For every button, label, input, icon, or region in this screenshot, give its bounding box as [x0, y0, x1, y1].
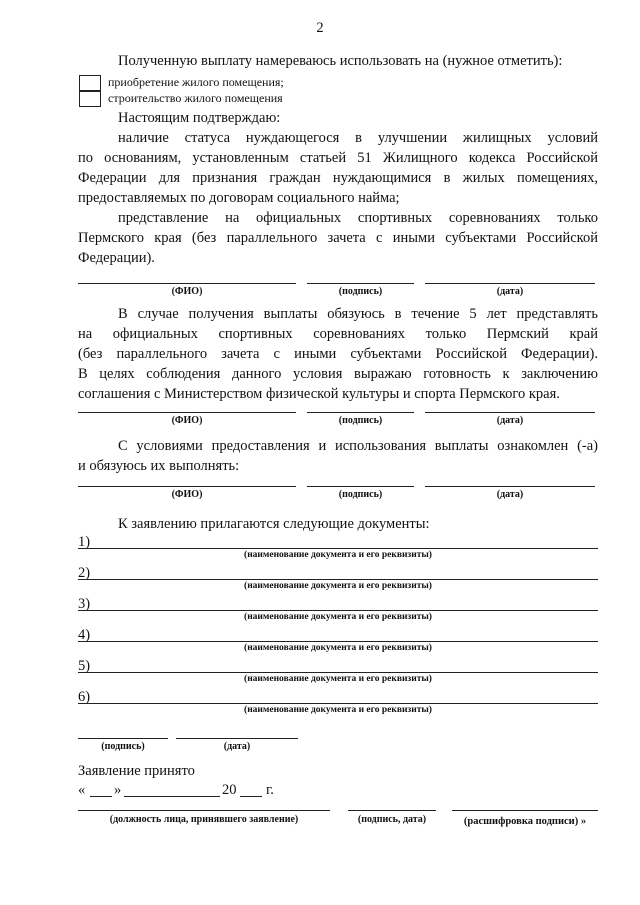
applicant-signature-caption: (подпись)	[101, 741, 145, 752]
date-line[interactable]	[425, 283, 595, 284]
document-line[interactable]	[78, 579, 598, 580]
signature-line[interactable]	[307, 283, 414, 284]
signature-caption: (подпись)	[338, 489, 383, 500]
year-prefix: 20	[222, 782, 237, 798]
text-line: на официальных спортивных соревнованиях только Пермский край	[78, 326, 598, 342]
documents-heading: К заявлению прилагаются следующие документы:	[118, 516, 430, 532]
document-item-number: 6)	[78, 689, 91, 705]
date-close-quote: »	[114, 782, 122, 798]
date-caption: (дата)	[496, 489, 524, 500]
text-line: Федерации).	[78, 250, 155, 266]
fio-line[interactable]	[78, 283, 296, 284]
text-line: (без параллельного зачета с иными субъектами Российской Федерации).	[78, 346, 598, 362]
date-line[interactable]	[425, 486, 595, 487]
confirm-paragraph-2	[78, 208, 598, 268]
document-item-number: 4)	[78, 627, 91, 643]
document-line[interactable]	[78, 703, 598, 704]
option-purchase-label: приобретение жилого помещения;	[108, 75, 284, 89]
option-construction-label: строительство жилого помещения	[108, 91, 283, 105]
document-line[interactable]	[78, 610, 598, 611]
applicant-signature-line[interactable]	[78, 738, 168, 739]
document-caption: (наименование документа и его реквизиты)	[244, 612, 432, 622]
intent-heading: Полученную выплату намереваюсь использовать на (нужное отметить):	[118, 53, 563, 69]
document-line[interactable]	[78, 672, 598, 673]
fio-line[interactable]	[78, 486, 296, 487]
document-line[interactable]	[78, 548, 598, 549]
text-line: Пермского края (без параллельного зачета с иными субъектами Российской	[78, 230, 598, 246]
official-decode-line[interactable]	[452, 810, 598, 811]
obligation-paragraph	[78, 304, 598, 404]
applicant-date-caption: (дата)	[223, 741, 251, 752]
text-line: соглашения с Министерством физической культуры и спорта Пермского края.	[78, 386, 560, 402]
day-field[interactable]	[90, 796, 112, 797]
checkbox-purchase[interactable]	[79, 75, 101, 91]
text-line: Федерации для признания граждан нуждающимися в жилых помещениях,	[78, 170, 598, 186]
document-item-number: 5)	[78, 658, 91, 674]
text-line: и обязуюсь их выполнять:	[78, 458, 240, 474]
acquaint-paragraph	[78, 436, 598, 476]
text-line: В случае получения выплаты обязуюсь в течение 5 лет представлять	[118, 306, 598, 322]
month-field[interactable]	[124, 796, 220, 797]
official-signature-caption: (подпись, дата)	[357, 814, 427, 825]
text-line: представление на официальных спортивных соревнованиях только	[118, 210, 598, 226]
accepted-label: Заявление принято	[78, 763, 195, 779]
document-caption: (наименование документа и его реквизиты)	[244, 550, 432, 560]
document-item-number: 1)	[78, 534, 91, 550]
signature-line[interactable]	[307, 486, 414, 487]
fio-caption: (ФИО)	[171, 415, 203, 426]
text-line: по основаниям, установленным статьей 51 Жилищного кодекса Российской	[78, 150, 598, 166]
date-caption: (дата)	[496, 286, 524, 297]
document-caption: (наименование документа и его реквизиты)	[244, 705, 432, 715]
signature-caption: (подпись)	[338, 286, 383, 297]
document-item-number: 3)	[78, 596, 91, 612]
year-suffix: г.	[266, 782, 274, 798]
official-position-caption: (должность лица, принявшего заявление)	[109, 814, 299, 825]
year-field[interactable]	[240, 796, 262, 797]
text-line: наличие статуса нуждающегося в улучшении жилищных условий	[118, 130, 598, 146]
document-caption: (наименование документа и его реквизиты)	[244, 581, 432, 591]
text-line: предоставляемых по договорам социального найма;	[78, 190, 400, 206]
date-caption: (дата)	[496, 415, 524, 426]
checkbox-construction[interactable]	[79, 91, 101, 107]
fio-caption: (ФИО)	[171, 286, 203, 297]
official-decode-caption: (расшифровка подписи) »	[463, 816, 587, 827]
document-caption: (наименование документа и его реквизиты)	[244, 643, 432, 653]
fio-caption: (ФИО)	[171, 489, 203, 500]
date-line[interactable]	[425, 412, 595, 413]
applicant-date-line[interactable]	[176, 738, 298, 739]
page-number: 2	[316, 20, 324, 36]
confirm-heading: Настоящим подтверждаю:	[118, 110, 281, 126]
confirm-paragraph-1	[78, 128, 598, 208]
date-open-quote: «	[78, 782, 86, 798]
text-line: С условиями предоставления и использования выплаты ознакомлен (-а)	[118, 438, 598, 454]
official-signature-line[interactable]	[348, 810, 436, 811]
signature-caption: (подпись)	[338, 415, 383, 426]
document-item-number: 2)	[78, 565, 91, 581]
document-caption: (наименование документа и его реквизиты)	[244, 674, 432, 684]
text-line: В целях соблюдения данного условия выражаю готовность к заключению	[78, 366, 598, 382]
official-position-line[interactable]	[78, 810, 330, 811]
signature-line[interactable]	[307, 412, 414, 413]
document-line[interactable]	[78, 641, 598, 642]
fio-line[interactable]	[78, 412, 296, 413]
